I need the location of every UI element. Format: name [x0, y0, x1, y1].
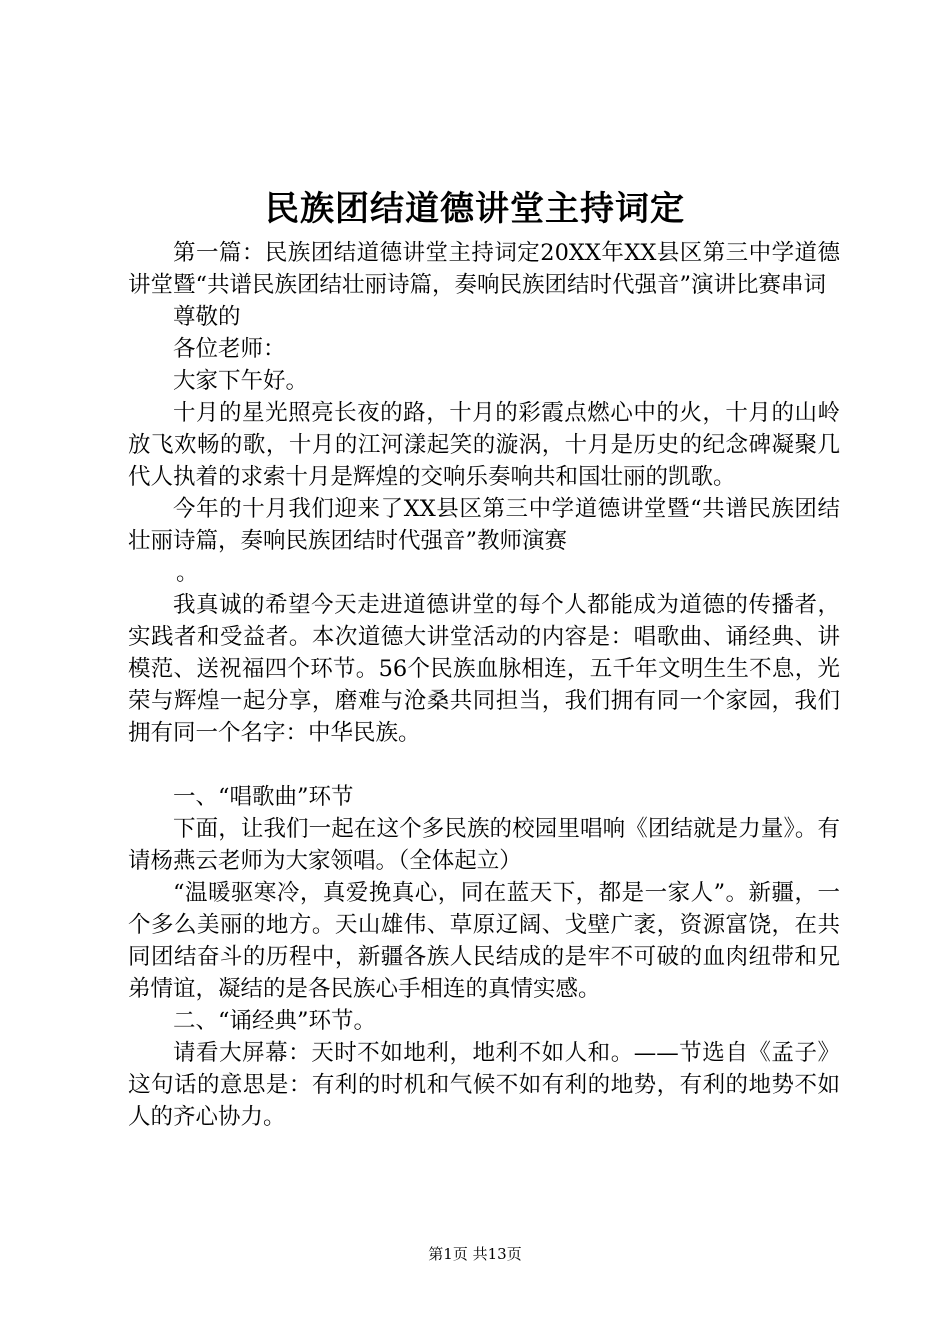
section-heading-sing: 一、“唱歌曲”环节	[173, 784, 354, 810]
paragraph-this-october: 今年的十月我们迎来了XX县区第三中学道德讲堂暨“共谱民族团结壮丽诗篇，奏响民族团结时代强音”教师演赛	[128, 496, 840, 554]
section-heading-recite: 二、“诵经典”环节。	[173, 1008, 377, 1034]
document-title: 民族团结道德讲堂主持词定	[265, 189, 685, 229]
paragraph-recite: 请看大屏幕：天时不如地利，地利不如人和。——节选自《孟子》这句话的意思是：有利的时机和气候不如有利的地势，有利的地势不如人的齐心协力。	[128, 1040, 840, 1130]
paragraph-teachers: 各位老师：	[173, 336, 286, 362]
paragraph-greeting: 大家下午好。	[173, 368, 309, 394]
blank-line	[128, 749, 840, 781]
paragraph-sing: 下面，让我们一起在这个多民族的校园里唱响《团结就是力量》。有请杨燕云老师为大家领唱。（全体起立）	[128, 816, 840, 874]
page-footer: 第1页 共13页	[428, 1245, 522, 1263]
document-body	[128, 237, 840, 1133]
paragraph-salutation: 尊敬的	[173, 304, 241, 330]
paragraph-hope: 我真诚的希望今天走进道德讲堂的每个人都能成为道德的传播者，实践者和受益者。本次道德大讲堂活动的内容是：唱歌曲、诵经典、讲模范、送祝福四个环节。56个民族血脉相连，五千年文明生生不息，光荣与辉煌一起分享，磨难与沧桑共同担当，我们拥有同一个家园，我们拥有同一个名字：中华民族。	[128, 592, 840, 746]
paragraph-xinjiang: “温暖驱寒冷，真爱挽真心，同在蓝天下，都是一家人”。新疆，一个多么美丽的地方。天山雄伟、草原辽阔、戈壁广袤，资源富饶，在共同团结奋斗的历程中，新疆各族人民结成的是牢不可破的血肉纽带和兄弟情谊，凝结的是各民族心手相连的真情实感。	[128, 880, 840, 1002]
paragraph-intro: 第一篇：民族团结道德讲堂主持词定20XX年XX县区第三中学道德讲堂暨“共谱民族团结壮丽诗篇，奏响民族团结时代强音”演讲比赛串词	[128, 240, 840, 298]
paragraph-october: 十月的星光照亮长夜的路，十月的彩霞点燃心中的火，十月的山岭放飞欢畅的歌，十月的江河漾起笑的漩涡，十月是历史的纪念碑凝聚几代人执着的求索十月是辉煌的交响乐奏响共和国壮丽的凯歌。	[128, 400, 840, 490]
paragraph-period: 。	[176, 560, 199, 586]
